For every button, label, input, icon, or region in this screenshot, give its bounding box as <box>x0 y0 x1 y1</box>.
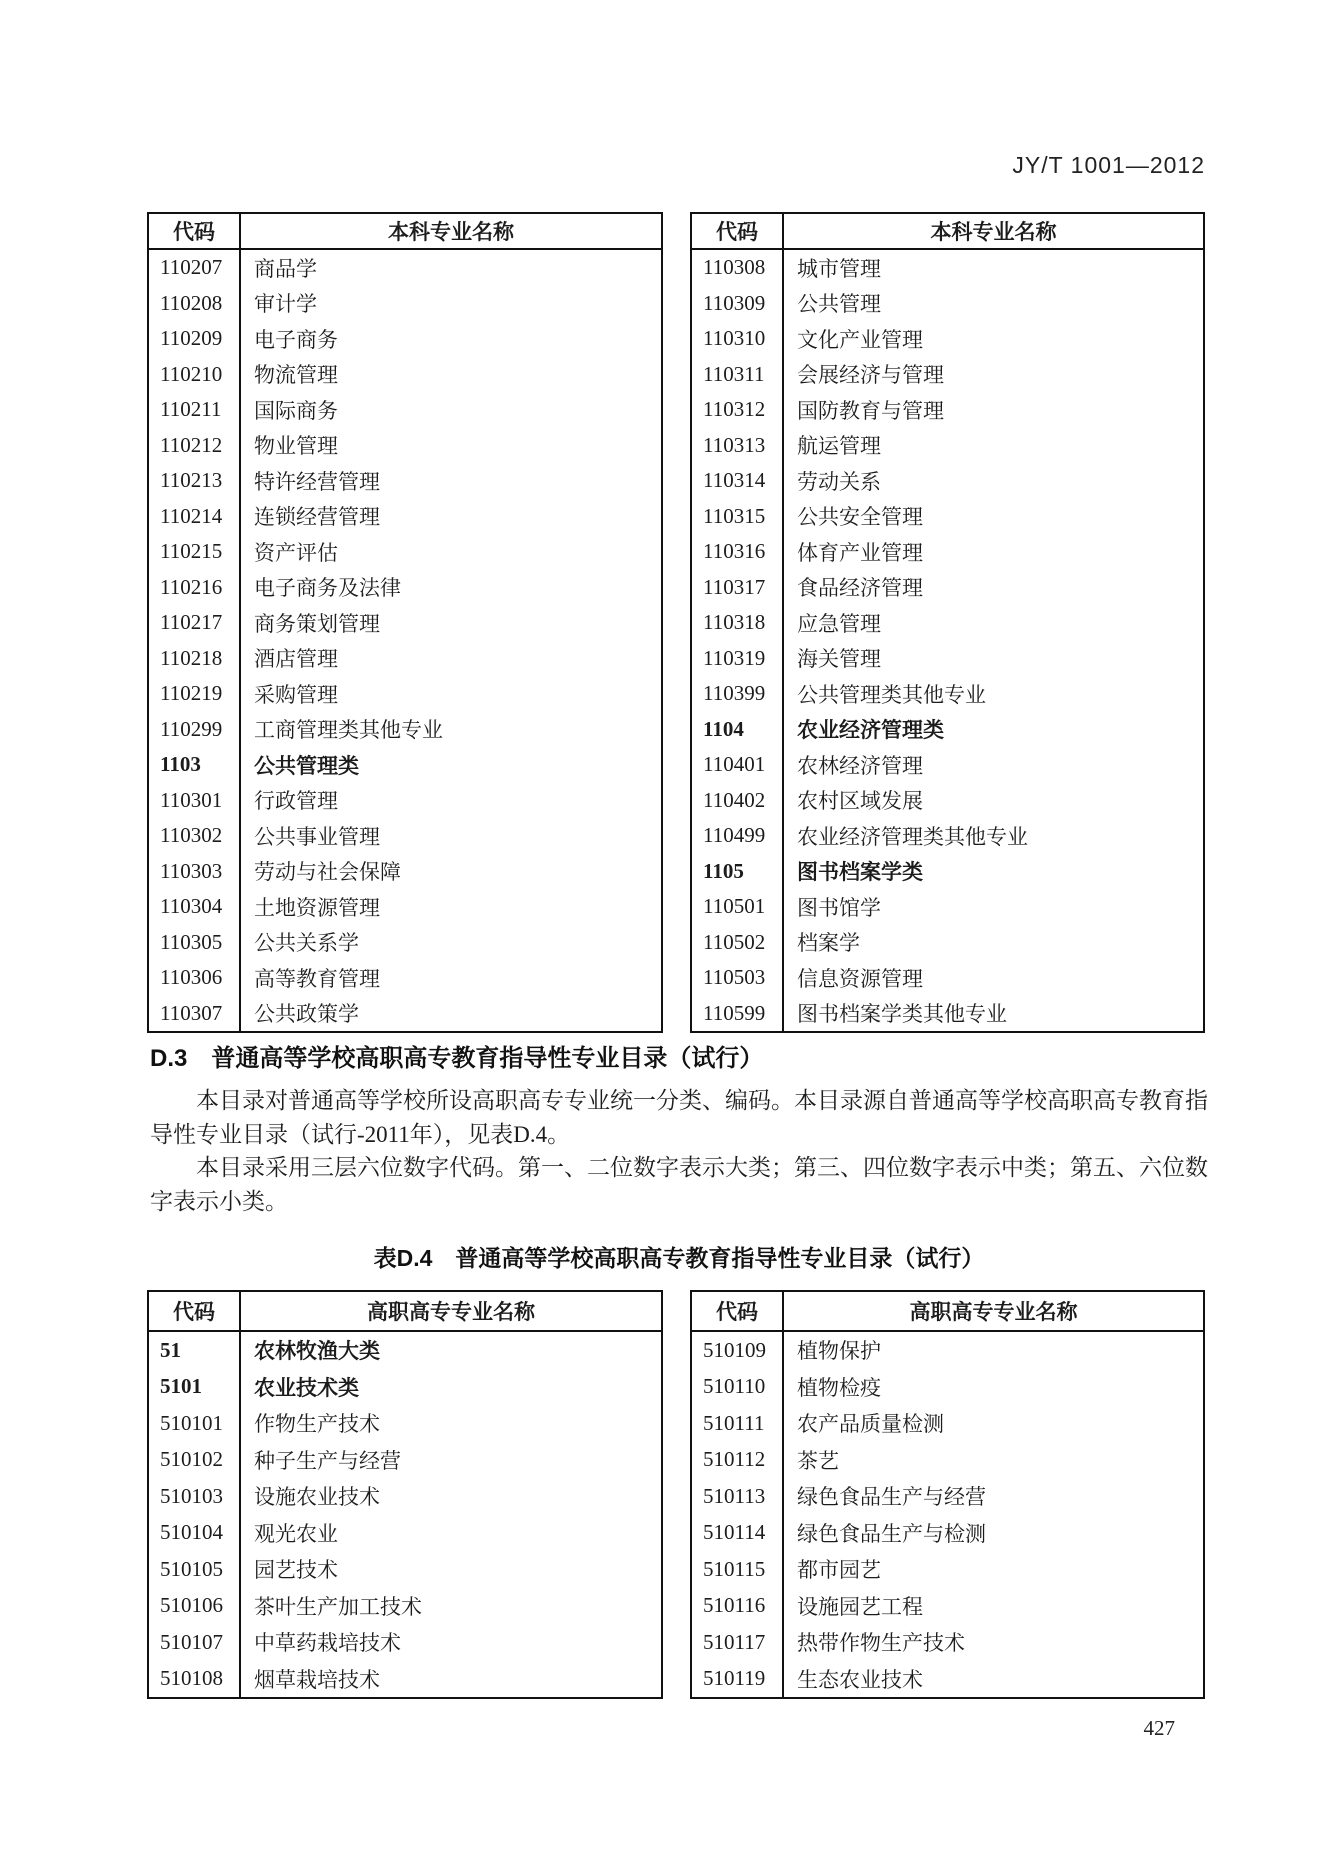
code-cell: 110302 <box>160 823 223 848</box>
name-cell: 高等教育管理 <box>239 960 661 996</box>
code-cell: 110207 <box>160 255 223 280</box>
name-cell: 体育产业管理 <box>782 534 1203 570</box>
code-cell: 510110 <box>703 1374 766 1399</box>
name-cell: 植物保护 <box>782 1332 1203 1369</box>
code-cell: 110303 <box>160 858 223 883</box>
table-row <box>149 1551 661 1588</box>
code-cell: 510114 <box>703 1520 766 1545</box>
code-cell: 510119 <box>703 1666 766 1691</box>
table-row <box>692 1478 1203 1515</box>
code-cell: 110319 <box>703 645 766 670</box>
name-cell: 设施农业技术 <box>239 1478 661 1515</box>
code-cell: 110318 <box>703 610 766 635</box>
table-row <box>149 925 661 961</box>
table-row <box>692 1624 1203 1661</box>
code-cell: 510101 <box>160 1410 223 1435</box>
table-row <box>692 286 1203 322</box>
table-row <box>149 854 661 890</box>
code-cell: 510117 <box>703 1629 766 1654</box>
name-cell: 绿色食品生产与经营 <box>782 1478 1203 1515</box>
standard-reference: JY/T 1001—2012 <box>1012 152 1205 178</box>
name-cell: 农林经济管理 <box>782 747 1203 783</box>
code-cell: 110314 <box>703 468 766 493</box>
table-row <box>149 286 661 322</box>
table-row <box>692 1588 1203 1625</box>
page-number: 427 <box>1143 1716 1175 1740</box>
table-row <box>692 641 1203 677</box>
code-cell: 110317 <box>703 574 766 599</box>
name-cell: 公共政策学 <box>239 996 661 1032</box>
major-name-column-header: 本科专业名称 <box>782 214 1203 248</box>
code-cell: 110599 <box>703 1000 766 1025</box>
table-row <box>149 1478 661 1515</box>
code-cell: 110299 <box>160 716 223 741</box>
table-header-row <box>149 1292 661 1332</box>
table-row <box>692 1405 1203 1442</box>
name-cell: 茶叶生产加工技术 <box>239 1588 661 1625</box>
code-cell: 110301 <box>160 787 223 812</box>
name-cell: 海关管理 <box>782 641 1203 677</box>
table-row <box>149 534 661 570</box>
paragraph: 本目录采用三层六位数字代码。第一、二位数字表示大类；第三、四位数字表示中类；第五、六位数字表示小类。 <box>150 1155 1208 1214</box>
code-cell: 1103 <box>160 752 201 777</box>
table-row <box>692 712 1203 748</box>
name-cell: 公共管理 <box>782 286 1203 322</box>
name-cell: 行政管理 <box>239 783 661 819</box>
table-header-row <box>692 214 1203 250</box>
name-cell: 电子商务及法律 <box>239 570 661 606</box>
code-cell: 1105 <box>703 858 744 883</box>
code-cell: 510107 <box>160 1629 223 1654</box>
table-row <box>692 605 1203 641</box>
code-cell: 110305 <box>160 929 223 954</box>
major-name-column-header: 本科专业名称 <box>239 214 661 248</box>
code-cell: 510112 <box>703 1447 766 1472</box>
name-cell: 烟草栽培技术 <box>239 1661 661 1698</box>
name-cell: 生态农业技术 <box>782 1661 1203 1698</box>
table-row <box>149 1661 661 1698</box>
table-row <box>149 250 661 286</box>
table-row <box>149 357 661 393</box>
name-cell: 国防教育与管理 <box>782 392 1203 428</box>
table-row <box>149 1442 661 1479</box>
name-cell: 图书档案学类 <box>782 854 1203 890</box>
name-cell: 园艺技术 <box>239 1551 661 1588</box>
code-column-header: 代码 <box>716 221 758 244</box>
code-column-header: 代码 <box>716 1301 758 1324</box>
code-cell: 110218 <box>160 645 223 670</box>
code-cell: 110212 <box>160 432 223 457</box>
table-row <box>692 321 1203 357</box>
name-cell: 物流管理 <box>239 357 661 393</box>
code-cell: 110310 <box>703 326 766 351</box>
name-cell: 商务策划管理 <box>239 605 661 641</box>
code-cell: 110308 <box>703 255 766 280</box>
code-cell: 1104 <box>703 716 744 741</box>
name-cell: 信息资源管理 <box>782 960 1203 996</box>
code-cell: 110503 <box>703 965 766 990</box>
code-cell: 510104 <box>160 1520 223 1545</box>
name-cell: 作物生产技术 <box>239 1405 661 1442</box>
table-row <box>149 1369 661 1406</box>
code-cell: 110216 <box>160 574 223 599</box>
name-cell: 劳动与社会保障 <box>239 854 661 890</box>
table-row <box>149 463 661 499</box>
name-cell: 航运管理 <box>782 428 1203 464</box>
code-cell: 110307 <box>160 1000 223 1025</box>
table-row <box>149 1515 661 1552</box>
vocational-majors-table-right <box>690 1290 1205 1699</box>
code-column-header: 代码 <box>173 221 215 244</box>
code-cell: 110306 <box>160 965 223 990</box>
code-cell: 110501 <box>703 894 766 919</box>
code-cell: 110304 <box>160 894 223 919</box>
code-cell: 110402 <box>703 787 766 812</box>
name-cell: 植物检疫 <box>782 1369 1203 1406</box>
name-cell: 观光农业 <box>239 1515 661 1552</box>
code-cell: 110315 <box>703 503 766 528</box>
code-cell: 5101 <box>160 1374 202 1399</box>
table-row <box>692 1661 1203 1698</box>
name-cell: 物业管理 <box>239 428 661 464</box>
table-row <box>692 570 1203 606</box>
name-cell: 文化产业管理 <box>782 321 1203 357</box>
table-row <box>149 321 661 357</box>
code-cell: 110312 <box>703 397 766 422</box>
code-cell: 110401 <box>703 752 766 777</box>
code-cell: 510102 <box>160 1447 223 1472</box>
name-cell: 国际商务 <box>239 392 661 428</box>
name-cell: 中草药栽培技术 <box>239 1624 661 1661</box>
table-row <box>692 1332 1203 1369</box>
name-cell: 绿色食品生产与检测 <box>782 1515 1203 1552</box>
name-cell: 档案学 <box>782 925 1203 961</box>
table-row <box>692 499 1203 535</box>
code-cell: 110209 <box>160 326 223 351</box>
name-cell: 工商管理类其他专业 <box>239 712 661 748</box>
table-row <box>692 463 1203 499</box>
name-cell: 劳动关系 <box>782 463 1203 499</box>
table-row <box>692 889 1203 925</box>
name-cell: 审计学 <box>239 286 661 322</box>
code-cell: 110316 <box>703 539 766 564</box>
table-row <box>149 747 661 783</box>
table-row <box>149 570 661 606</box>
code-cell: 510106 <box>160 1593 223 1618</box>
code-cell: 110208 <box>160 290 223 315</box>
table-row <box>692 1551 1203 1588</box>
name-cell: 应急管理 <box>782 605 1203 641</box>
name-cell: 农业经济管理类其他专业 <box>782 818 1203 854</box>
code-cell: 110214 <box>160 503 223 528</box>
name-cell: 农业技术类 <box>239 1369 661 1406</box>
code-cell: 510115 <box>703 1556 766 1581</box>
name-cell: 公共管理类 <box>239 747 661 783</box>
table-row <box>149 889 661 925</box>
table-row <box>692 676 1203 712</box>
code-cell: 510108 <box>160 1666 223 1691</box>
name-cell: 连锁经营管理 <box>239 499 661 535</box>
name-cell: 公共安全管理 <box>782 499 1203 535</box>
code-cell: 110311 <box>703 361 765 386</box>
table-row <box>692 428 1203 464</box>
table-row <box>692 392 1203 428</box>
table-row <box>149 960 661 996</box>
table-row <box>692 783 1203 819</box>
table-row <box>692 534 1203 570</box>
name-cell: 农业经济管理类 <box>782 712 1203 748</box>
code-cell: 510103 <box>160 1483 223 1508</box>
code-cell: 510105 <box>160 1556 223 1581</box>
section-d3-heading: D.3 普通高等学校高职高专教育指导性专业目录（试行） <box>150 1045 764 1072</box>
table-d4-caption: 表D.4 普通高等学校高职高专教育指导性专业目录（试行） <box>373 1245 985 1271</box>
code-cell: 110217 <box>160 610 223 635</box>
code-cell: 110313 <box>703 432 766 457</box>
table-row <box>692 925 1203 961</box>
name-cell: 设施园艺工程 <box>782 1588 1203 1625</box>
code-cell: 110502 <box>703 929 766 954</box>
undergraduate-majors-table-left <box>147 212 663 1033</box>
major-name-column-header: 高职高专专业名称 <box>782 1292 1203 1330</box>
table-row <box>149 996 661 1032</box>
code-cell: 110309 <box>703 290 766 315</box>
name-cell: 公共关系学 <box>239 925 661 961</box>
code-cell: 110213 <box>160 468 223 493</box>
name-cell: 公共管理类其他专业 <box>782 676 1203 712</box>
name-cell: 都市园艺 <box>782 1551 1203 1588</box>
table-row <box>149 676 661 712</box>
table-row <box>149 428 661 464</box>
major-name-column-header: 高职高专专业名称 <box>239 1292 661 1330</box>
table-row <box>149 605 661 641</box>
table-row <box>149 1624 661 1661</box>
code-cell: 110499 <box>703 823 766 848</box>
code-cell: 510109 <box>703 1337 766 1362</box>
code-cell: 110219 <box>160 681 223 706</box>
name-cell: 资产评估 <box>239 534 661 570</box>
name-cell: 农林牧渔大类 <box>239 1332 661 1369</box>
name-cell: 土地资源管理 <box>239 889 661 925</box>
name-cell: 特许经营管理 <box>239 463 661 499</box>
table-row <box>149 1405 661 1442</box>
code-cell: 110210 <box>160 361 223 386</box>
code-cell: 110211 <box>160 397 222 422</box>
name-cell: 食品经济管理 <box>782 570 1203 606</box>
name-cell: 会展经济与管理 <box>782 357 1203 393</box>
table-row <box>692 357 1203 393</box>
name-cell: 酒店管理 <box>239 641 661 677</box>
table-row <box>692 818 1203 854</box>
table-header-row <box>692 1292 1203 1332</box>
code-cell: 110215 <box>160 539 223 564</box>
table-row <box>692 1369 1203 1406</box>
paragraph: 本目录对普通高等学校所设高职高专专业统一分类、编码。本目录源自普通高等学校高职高专教育指导性专业目录（试行-2011年），见表D.4。 <box>150 1088 1208 1147</box>
name-cell: 种子生产与经营 <box>239 1442 661 1479</box>
name-cell: 商品学 <box>239 250 661 286</box>
table-row <box>149 1588 661 1625</box>
table-row <box>692 747 1203 783</box>
code-cell: 510116 <box>703 1593 766 1618</box>
vocational-majors-table-left <box>147 1290 663 1699</box>
table-row <box>149 783 661 819</box>
undergraduate-majors-table-right <box>690 212 1205 1033</box>
name-cell: 公共事业管理 <box>239 818 661 854</box>
name-cell: 热带作物生产技术 <box>782 1624 1203 1661</box>
table-row <box>692 960 1203 996</box>
name-cell: 图书馆学 <box>782 889 1203 925</box>
table-row <box>149 1332 661 1369</box>
table-row <box>149 818 661 854</box>
table-row <box>692 250 1203 286</box>
code-cell: 510113 <box>703 1483 766 1508</box>
name-cell: 农产品质量检测 <box>782 1405 1203 1442</box>
name-cell: 电子商务 <box>239 321 661 357</box>
name-cell: 茶艺 <box>782 1442 1203 1479</box>
code-cell: 110399 <box>703 681 766 706</box>
table-row <box>149 499 661 535</box>
table-row <box>692 996 1203 1032</box>
table-row <box>692 1515 1203 1552</box>
table-row <box>149 641 661 677</box>
table-header-row <box>149 214 661 250</box>
name-cell: 采购管理 <box>239 676 661 712</box>
name-cell: 农村区域发展 <box>782 783 1203 819</box>
code-column-header: 代码 <box>173 1301 215 1324</box>
table-row <box>692 1442 1203 1479</box>
code-cell: 510111 <box>703 1410 765 1435</box>
table-row <box>149 392 661 428</box>
code-cell: 51 <box>160 1337 181 1362</box>
table-row <box>692 854 1203 890</box>
name-cell: 图书档案学类其他专业 <box>782 996 1203 1032</box>
table-row <box>149 712 661 748</box>
name-cell: 城市管理 <box>782 250 1203 286</box>
section-d3-body <box>150 1084 1208 1218</box>
